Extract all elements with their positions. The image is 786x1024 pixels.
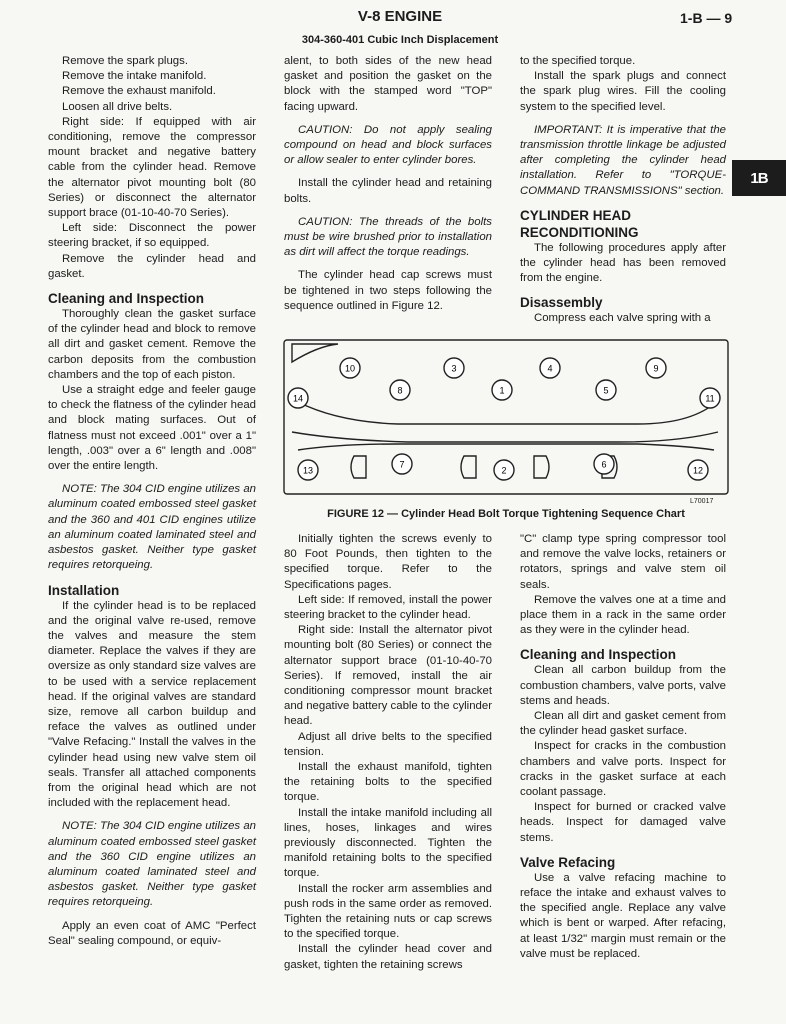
bolt-label: 2 — [501, 465, 507, 476]
page-subtitle: 304-360-401 Cubic Inch Displacement — [301, 34, 499, 46]
paragraph: "C" clamp type spring compressor tool and remove the valve locks, retainers or rotators, springs and valve stem oil seals. — [520, 533, 726, 591]
section-heading-disassembly: Disassembly — [520, 295, 603, 311]
column-middle-bottom — [284, 532, 492, 973]
paragraph: Use a straight edge and feeler gauge to check the flatness of the cylinder head and block mating surfaces. Out of flatness must not exceed .001" over a 1" length, .003" over a 6" length and .008" over the entire length. — [48, 384, 256, 473]
section-heading-installation: Installation — [48, 582, 120, 598]
bolt-label: 4 — [547, 363, 553, 374]
bolt-label: 7 — [399, 459, 405, 470]
paragraph: Remove the exhaust manifold. — [62, 85, 216, 98]
paragraph: Clean all carbon buildup from the combustion chambers, valve ports, valve stems and heads. — [520, 664, 726, 707]
bolt-label: 1 — [499, 385, 505, 396]
paragraph: Inspect for burned or cracked valve heads. Inspect for damaged valve stems. — [520, 801, 726, 844]
column-right-top — [520, 54, 726, 327]
bolt-label: 3 — [451, 363, 457, 374]
paragraph: Compress each valve spring with a — [534, 312, 711, 325]
paragraph: Apply an even coat of AMC "Perfect Seal" sealing compound, or equiv- — [48, 919, 256, 947]
bolt-label: 14 — [292, 393, 304, 404]
section-heading-cleaning-2: Cleaning and Inspection — [520, 647, 677, 663]
section-heading-refacing: Valve Refacing — [520, 854, 616, 870]
paragraph: Loosen all drive belts. — [62, 100, 173, 113]
column-right-bottom — [520, 532, 726, 962]
section-heading-cleaning: Cleaning and Inspection — [48, 291, 205, 307]
important-note: IMPORTANT: It is imperative that the transmission throttle linkage be adjusted after completing the cylinder head installation. Refer to "TORQUE-COMMAND TRANSMISSIONS" section. — [520, 123, 726, 197]
section-heading-reconditioning: CYLINDER HEAD RECONDITIONING — [520, 207, 639, 240]
paragraph: The cylinder head cap screws must be tightened in two steps following the sequence outlined in Figure 12. — [284, 269, 492, 312]
paragraph: Install the cylinder head and retaining bolts. — [284, 177, 492, 205]
cylinder-head-outline — [278, 332, 734, 508]
paragraph: Install the exhaust manifold, tighten the retaining bolts to the specified torque. — [284, 761, 492, 804]
figure-cylinder-head-diagram — [278, 332, 734, 508]
caution: CAUTION: The threads of the bolts must be wire brushed prior to installation as dirt will affect the torque readings. — [284, 215, 492, 259]
paragraph: Remove the valves one at a time and place them in a rack in the same order as they were in the cylinder head. — [520, 593, 726, 637]
page-number: 1-B — 9 — [680, 10, 733, 26]
bolt-label: 5 — [603, 385, 609, 396]
paragraph: Right side: Install the alternator pivot mounting bolt (80 Series) or connect the alternator support brace (01-10-40-70 Series). If removed, install the air conditioning compressor mount bracket and negative battery cable to the cylinder head. — [284, 624, 492, 728]
bolt-label: 12 — [692, 465, 704, 476]
paragraph: Left side: Disconnect the power steering bracket, if so equipped. — [48, 222, 256, 250]
paragraph: Install the intake manifold including all lines, hoses, linkages and wires previously disconnected. Tighten the manifold retaining bolts to the specified torque. — [284, 806, 492, 880]
paragraph: Initially tighten the screws evenly to 80 Foot Pounds, then tighten to the specified torque. Refer to the Specifications pages. — [284, 533, 492, 591]
paragraph: Install the spark plugs and connect the spark plug wires. Fill the cooling system to the specified level. — [520, 70, 726, 113]
paragraph: Left side: If removed, install the power steering bracket to the cylinder head. — [284, 593, 492, 622]
bolt-label: 9 — [653, 363, 659, 374]
figure-caption: FIGURE 12 — Cylinder Head Bolt Torque Tightening Sequence Chart — [327, 508, 685, 520]
paragraph: The following procedures apply after the cylinder head has been removed from the engine. — [520, 241, 726, 285]
page-title: V-8 ENGINE — [357, 8, 443, 25]
figure-code: L70017 — [690, 498, 714, 505]
paragraph: Right side: If equipped with air conditioning, remove the compressor mount bracket and negative battery cable from the cylinder head. Remove the alternator pivot mounting bolt (80 Series) or disconnect the alternator support brace (01-10-40-70 Series). — [48, 115, 256, 220]
note: NOTE: The 304 CID engine utilizes an aluminum coated embossed steel gasket and the 360 and 401 CID engines utilize an aluminum coated laminated steel and asbestos gasket. Neither type gasket requires retorqueing. — [48, 483, 256, 572]
paragraph: Adjust all drive belts to the specified tension. — [284, 730, 492, 758]
paragraph: Remove the intake manifold. — [62, 70, 207, 83]
bolt-label: 11 — [705, 393, 715, 404]
paragraph: If the cylinder head is to be replaced and the original valve re-used, remove the valves and measure the stem diameter. Replace the valves if they are oversize as only standard size valves are to be used with a service replacement head. If the original valves are standard size, remove all carbon buildup and reface the valves as outlined under "Valve Refacing." Install the valves in the cylinder head using new valve stem oil seals. Transfer all attached components from the original head which are not included with the replacement head. — [48, 599, 256, 810]
paragraph: Use a valve refacing machine to reface the intake and exhaust valves to the specified angle. Replace any valve which is bent or warped. After refacing, at least 1/32" margin must remain or the valve must be replaced. — [520, 871, 726, 960]
paragraph: to the specified torque. — [520, 55, 636, 67]
paragraph: Install the cylinder head cover and gasket, tighten the retaining screws — [284, 943, 492, 971]
bolt-label: 8 — [397, 385, 403, 396]
bolt-label: 13 — [302, 465, 314, 476]
paragraph: Thoroughly clean the gasket surface of the cylinder head and block to remove all dirt and gasket cement. Remove the carbon deposits from the combustion chambers and the top of each piston. — [48, 308, 256, 381]
caution: CAUTION: Do not apply sealing compound on head and block surfaces or allow sealer to enter cylinder bores. — [284, 123, 492, 167]
column-middle-top — [284, 54, 492, 314]
paragraph: alent, to both sides of the new head gasket and position the gasket on the block with the stamped word "TOP" facing upward. — [284, 55, 492, 113]
paragraph: Clean all dirt and gasket cement from the cylinder head gasket surface. — [520, 710, 726, 738]
section-tab: 1B — [732, 160, 786, 196]
bolt-label: 10 — [344, 363, 356, 374]
paragraph: Install the rocker arm assemblies and push rods in the same order as removed. Tighten the retaining nuts or cap screws to the specified torque. — [284, 882, 492, 941]
paragraph: Remove the spark plugs. — [62, 55, 188, 67]
note: NOTE: The 304 CID engine utilizes an aluminum coated embossed steel gasket and the 360 CID engine utilizes an aluminum coated laminated steel and asbestos gasket. Neither type gasket requires retorqueing. — [48, 820, 256, 909]
bolt-label: 6 — [601, 459, 607, 470]
paragraph: Remove the cylinder head and gasket. — [48, 252, 256, 280]
column-left — [48, 54, 256, 949]
paragraph: Inspect for cracks in the combustion chambers and valve ports. Inspect for cracks in the gasket surface at each coolant passage. — [520, 740, 726, 799]
